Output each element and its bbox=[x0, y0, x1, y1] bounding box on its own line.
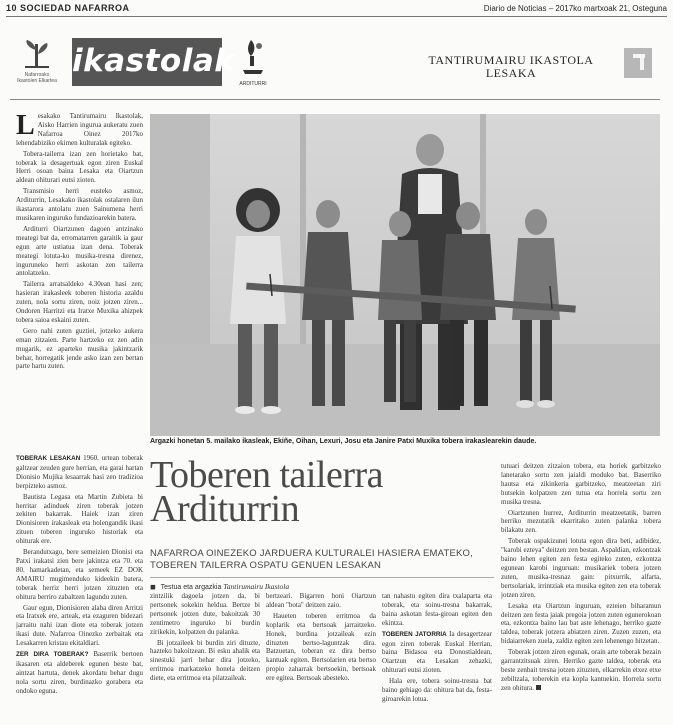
paragraph: Tailerra arratsaldeko 4.30ean hasi zen; hasieran irakasleek toberen historia azaldu zuten, nola sortu ziren, noiz jotzen ziren... Ondoren Harritzi eta Iratxe Muxika ahizpek tobera saioa eskaini zuten. bbox=[16, 280, 143, 324]
paragraph: Oiartzunen hurrez, Arditurrin meatzeetatik, barren herriko mezutatik ekarritako zuten palanka tobera bilakatu zen. bbox=[501, 508, 661, 535]
federation-logo-caption: Nafarroako Ikastolen Elkartea bbox=[17, 72, 57, 84]
paragraph: Lesakako Tantirumairu Ikastolak, Aisko Harrien ingurua aukeratu zuen Nafarroa Oinez 2017ko lehendabiziko ekimen kulturalak egiteko. bbox=[16, 112, 143, 147]
paragraph: Lesaka eta Oiartzun inguruan, ezteien biharamun deitzen zen festa jaiak pregoia jotzen zuten egunerokoan eta, ezkontza baino lau bat aste lehenago, herriko gazte taldea, toberak jotzera abiatzen ziren. Zuzen zuzen, eta bidaiarreken zuela, zaldiz egiten zen lehenengo hitzetan. bbox=[501, 601, 661, 646]
camera-icon: ◼ bbox=[150, 584, 156, 591]
children-with-tobera-photo bbox=[150, 114, 660, 436]
paragraph: Bi jotzaileek bi burdin ziri dituzte, hazteko bakoitzean. Bi esku ahalik eta sinestuki jarri behar dira jotzeko, erritmoa markatzeko honela deitzen diete, eta erritmoa eta pilatzaileak. bbox=[150, 638, 260, 683]
headline-line1: Toberen tailerra bbox=[150, 454, 384, 496]
paragraph: Hala ere, tobera soinu-tresna bat baino gehiago da: ohitura bat da, festa-giroarekin lotua. bbox=[382, 677, 492, 703]
body-column-1 bbox=[150, 592, 260, 722]
arditurri-logo-caption: ARDITURRI bbox=[239, 81, 267, 87]
school-name-line2: LESAKA bbox=[485, 66, 537, 80]
left-column-lower bbox=[16, 454, 143, 720]
photo-caption: Argazki honetan 5. mailako ikasleak, Ekiñe, Oihan, Lexuri, Josu eta Janire Patxi Muxika tobera irakaslearekin daude. bbox=[150, 438, 537, 445]
section-tab-icon bbox=[624, 48, 652, 78]
paragraph: bertzeari. Bigarren honi Oiartzun aldean "bota" deitzen zaio. bbox=[266, 592, 376, 609]
paragraph: Arditurri Oiartzunen dagoen antzinako meategi bat da, erromatarren garaitik ia gaur egun arte ustiatua izan dena. Toberak meategi lotuta-ko musika-tresna direnez, inguruneko herri askotan zen tailerra antolatzeko. bbox=[16, 224, 143, 278]
ikastolak-brand: ikastolak bbox=[72, 38, 222, 86]
subheadline: NAFARROA OINEZEKO JARDUERA KULTURALEI HASIERA EMATEKO, TOBEREN TAILERRA OSPATU GENUEN LESAKAN bbox=[150, 548, 473, 571]
article-photo bbox=[150, 114, 660, 436]
paragraph: tutuari deitzen zitzaion tobera, eta horiek garbitzeko lanetarako sortu zen jaialdi moduko bat. Baserriko hautsa eta zikinkeria garbitzeko, meatzeetan ziri hutsekin kolpatzen zen tutua eta horrela sortu zen musika tresna. bbox=[501, 462, 661, 506]
torch-icon bbox=[239, 36, 267, 76]
school-name bbox=[402, 54, 620, 80]
headline-line2: Arditurrin bbox=[150, 488, 300, 530]
paragraph: Haueten toberen erritmoa da koplarik eta bertsoak jarraitzeko. Honek, burdina jotzaileak ezin dituzten bertso-laguntzak dira. Batzuetan, toberan ez dira bertso kantuak egiten. Bertsolarien eta bertso propio zaharrak bertsoekin, bertsoak ere egitea. Bertsoak abesteko. bbox=[266, 611, 376, 683]
end-mark bbox=[536, 685, 541, 690]
paragraph: Gero nahi zuten guztiei, jotzeko aukera eman zitzaien. Parte hartzeko ez zen adin mugarik, ez aparteko musika jakintzarik behar, horregatik jende asko izan zen bertan parte hartu zuten. bbox=[16, 326, 143, 371]
arditurri-logo bbox=[236, 36, 270, 88]
paragraph: Tobera-tailerra izan zen horietako bat, toberak ia desagertuak egon ziren Euskal Herri osoan baina Lesaka eta Oiartzun aldean ohiturari eutsi zioten. bbox=[16, 149, 143, 185]
byline-author: Tantirumairu Ikastola bbox=[223, 582, 290, 591]
paragraph: Bautista Legasa eta Martin Zubieta bi herritar adinduek ziren toberak jotzen zekiten bakarrak. Haiek izan ziren Dionisioren irakasleak eta holengandik ikasi zituen toberen inguruko historiak eta ohiturak ere. bbox=[16, 492, 143, 546]
paragraph: Toberak jotzen ziren egunak, orain arte toberak bezain garrantzitsuak ziren. Herriko gazte taldea, toberak eta beste zenbait tresna jotzen zituzten, elkarrekin etxez etxe zebiltzala, toberekin eta kopla kantuekin. Horrela sortu zen ohitura. bbox=[501, 648, 661, 692]
paragraph: TOBERAK LESAKAN 1960. urtean toberak galtzear zeuden gure herrian, eta garai hartan Dionisio Mujika lesaarrak hasi zen tradizioa berpizteko asmoz. bbox=[16, 454, 143, 490]
page-section-label: 10 SOCIEDAD NAFARROA bbox=[6, 3, 130, 13]
issue-date: Diario de Noticias – 2017ko martxoak 21, Osteguna bbox=[483, 4, 667, 13]
header-divider bbox=[10, 99, 660, 100]
dropcap: L bbox=[16, 112, 35, 141]
paragraph: Berandutxago, bere semeizien Dionisi eta Patxi irakatsi zien bere jakintza eta 70. eta 80. hamarkadetan, eta semeek EZ DOK AMAIRU mugimenduko kideekin batera, toberak herriz herri jotzen zituzten eta ohitura berriro zabaltzen lagundu zuten. bbox=[16, 548, 143, 601]
school-name-line1: TANTIRUMAIRU IKASTOLA bbox=[428, 53, 594, 67]
paragraph: tan nahastu egiten dira txalaparta eta toberak, eta soinu-tresna bakarrak, baina askotan festa-giroan egiten den ekintza. bbox=[382, 592, 492, 627]
right-column bbox=[501, 462, 661, 722]
paragraph: zintzilik dagoela jotzen da, bi pertsonek sokekin heldua. Bertze bi pertsonek jotzen dute, bakoitzak 30 zentimetro inguruko bi burdin zirikekin, kolpatzen du palanka. bbox=[150, 592, 260, 636]
headline bbox=[150, 454, 490, 530]
paragraph: Toberak ospakizunei lotuta egon dira beti, adibidez, "karobi ezteya" deitzen zen bestan. Aspaldian, ezkontzak baino lehen egiten zen festa egiteko zuten, ezkontza egunean karobi inguruan: musikariek tobera jotzen zuten, musika-tresnaz gain: pitxurrik, alfarta, bertsolariak, irrintziak eta musika egiten zen eta toberak jotzen ziren. bbox=[501, 537, 661, 599]
federation-logo bbox=[14, 38, 60, 86]
body-column-2 bbox=[266, 592, 376, 722]
paragraph: TOBEREN JATORRIA Ia desagertzear egon ziren toberak Euskal Herrian, baina Bidasoa eta Donostialdean, Oiartzun eta Lesakan zehazki, ohiturari eutsi zioten. bbox=[382, 629, 492, 675]
paragraph: Gaur egun, Dionisioren alaba diren Arritzi eta Iratxek ere, arteak, eta ezaguren bidezari jarraitu nahi izan diote eta toberak jotzen ikasi dute. Nafarroa Oinezko zerbaitak eta Lesakarren kristau ekitaldiari. bbox=[16, 603, 143, 648]
paragraph: ZER DIRA TOBERAK? Baserrik bertoen ikasaren eta aldeberek egunen beste bat, aintzat hartuta, denek akordatu behar dugu nola sortu ziren, burdinazko gorabera eta ondoko eguna. bbox=[16, 650, 143, 695]
sprout-icon bbox=[22, 38, 52, 72]
page-header bbox=[6, 2, 667, 17]
left-column-upper bbox=[16, 112, 143, 444]
paragraph: Transmisio herri eusteko asmoz, Arditurrin, Lesakako ikastolak ostalaren ilun ikastarora antolatu zuen Sainumena herri musikaren inguruko fundazioarekin batera. bbox=[16, 187, 143, 222]
byline-label: Testua eta argazkia bbox=[160, 584, 222, 591]
byline bbox=[150, 577, 494, 591]
body-column-3 bbox=[382, 592, 492, 722]
